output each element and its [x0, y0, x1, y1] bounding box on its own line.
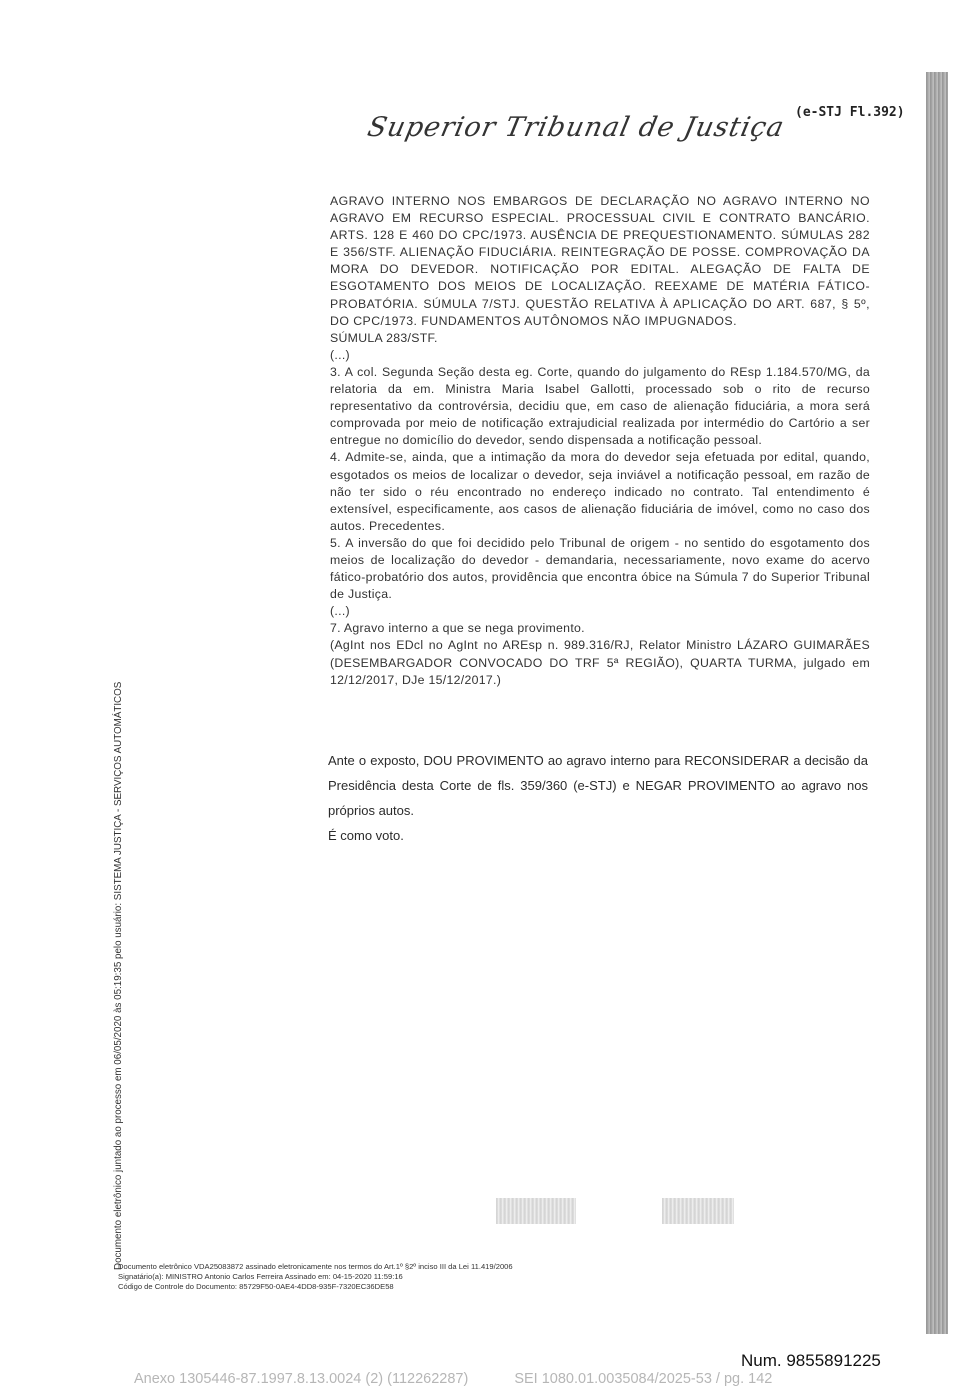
ellipsis: (...) [330, 604, 350, 619]
side-margin-note: Documento eletrônico juntado ao processo em 06/05/2020 às 05:19:35 pelo usuário: SISTEMA JUSTIÇA - SERVIÇOS AUTOMÁTICOS [113, 681, 124, 1270]
ementa-block [330, 193, 870, 689]
vote-decision: Ante o exposto, DOU PROVIMENTO ao agravo interno para RECONSIDERAR a decisão da Presidência desta Corte de fls. 359/360 (e-STJ) e NEGAR PROVIMENTO ao agravo nos próprios autos. [328, 753, 868, 818]
ementa-item-7: 7. Agravo interno a que se nega provimento. [330, 621, 585, 636]
annex-left: Anexo 1305446-87.1997.8.13.0024 (2) (112262287) [134, 1371, 469, 1387]
vote-section [228, 748, 868, 848]
signature-line-3: Código de Controle do Documento: 85729F50-0AE4-4DD8-935F-7320EC36DE58 [118, 1282, 394, 1291]
ementa-item-5: 5. A inversão do que foi decidido pelo Tribunal de origem - no sentido do esgotamento dos meios de localização do devedor - demandaria, necessariamente, novo exame do acervo fático-probatório dos autos, providência que encontra óbice na Súmula 7 do Superior Tribunal de Justiça. [330, 535, 870, 602]
signature-line-2: Signatário(a): MINISTRO Antonio Carlos Ferreira Assinado em: 04-15-2020 11:59:16 [118, 1272, 403, 1281]
annex-right: SEI 1080.01.0035084/2025-53 / pg. 142 [514, 1371, 773, 1387]
vote-closing: É como voto. [328, 828, 404, 843]
page-number: Num. 9855891225 [741, 1351, 881, 1370]
court-letterhead: Superior Tribunal de Justiça [364, 112, 788, 143]
barcode-right [662, 1198, 734, 1224]
ementa-heading: AGRAVO INTERNO NOS EMBARGOS DE DECLARAÇÃO NO AGRAVO INTERNO NO AGRAVO EM RECURSO ESPECIAL. PROCESSUAL CIVIL E CONTRATO BANCÁRIO. ARTS. 128 E 460 DO CPC/1973. AUSÊNCIA DE PREQUESTIONAMENTO. SÚMULAS 282 E 356/STF. ALIENAÇÃO FIDUCIÁRIA. REINTEGRAÇÃO DE POSSE. COMPROVAÇÃO DA MORA DO DEVEDOR. NOTIFICAÇÃO POR EDITAL. ALEGAÇÃO DE FALTA DE ESGOTAMENTO DOS MEIOS DE LOCALIZAÇÃO. REEXAME DE MATÉRIA FÁTICO-PROBATÓRIA. SÚMULA 7/STJ. QUESTÃO RELATIVA À APLICAÇÃO DO ART. 687, § 5º, DO CPC/1973. FUNDAMENTOS AUTÔNOMOS NÃO IMPUGNADOS. [330, 194, 870, 328]
annex-footer [134, 1371, 772, 1387]
scan-border [926, 72, 948, 1334]
ementa-item-4: 4. Admite-se, ainda, que a intimação da mora do devedor seja efetuada por edital, quando, esgotados os meios de localizar o devedor, seja inviável a notificação pessoal, em razão de não ter sido o réu encontrado no endereço indicado no contrato. Tal entendimento é extensível, especificamente, aos casos de alienação fiduciária de imóvel, como no caso dos autos. Precedentes. [330, 450, 870, 533]
ementa-item-3: 3. A col. Segunda Seção desta eg. Corte, quando do julgamento do REsp 1.184.570/MG, da relatoria da em. Ministra Maria Isabel Gallotti, processado sob o rito de recurso representativo da controvérsia, decidiu que, em caso de alienação fiduciária, a mora será comprovada por meio de notificação extrajudicial realizada por intermédio do Cartório a ser entregue no domicílio do devedor, sendo dispensada a notificação pessoal. [330, 364, 870, 448]
barcode-left [496, 1198, 576, 1224]
ementa-heading-end: SÚMULA 283/STF. [330, 330, 438, 345]
signature-line-1: Documento eletrônico VDA25083872 assinado eletronicamente nos termos do Art.1º §2º inciso III da Lei 11.419/2006 [118, 1262, 513, 1271]
ellipsis: (...) [330, 347, 350, 362]
page-folio: (e-STJ Fl.392) [795, 105, 905, 120]
ementa-citation: (AgInt nos EDcl no AgInt no AREsp n. 989.316/RJ, Relator Ministro LÁZARO GUIMARÃES (DESEMBARGADOR CONVOCADO DO TRF 5ª REGIÃO), QUARTA TURMA, julgado em 12/12/2017, DJe 15/12/2017.) [330, 638, 870, 687]
signature-footer [118, 1262, 513, 1292]
